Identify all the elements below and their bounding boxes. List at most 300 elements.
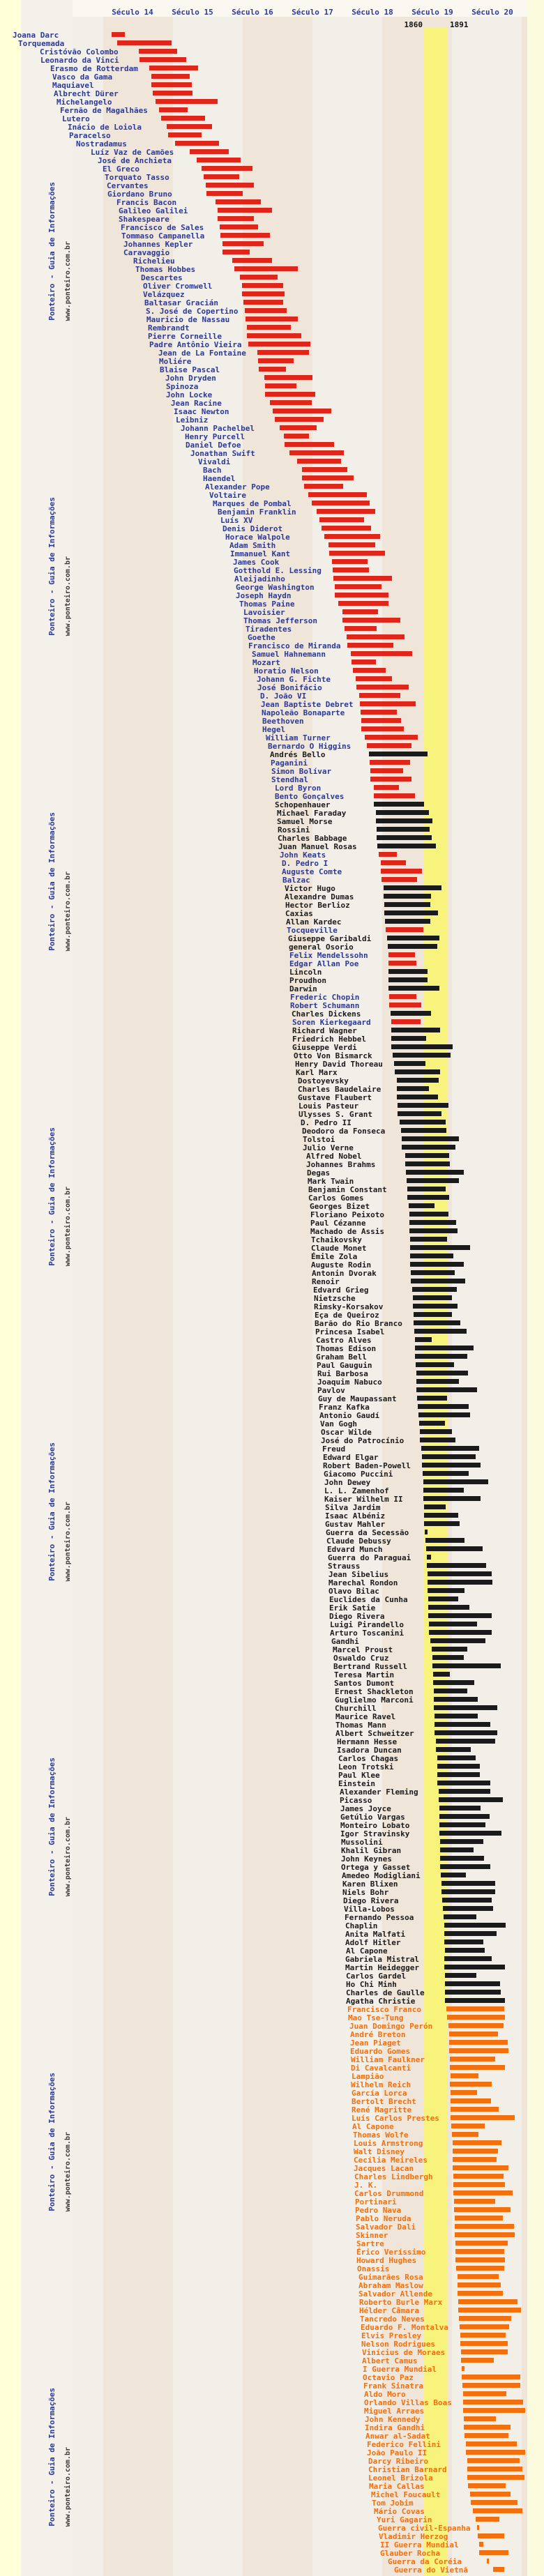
person-name[interactable]: Bertrand Russell — [333, 1662, 407, 1671]
person-name[interactable]: Gabriela Mistral — [345, 1955, 419, 1964]
person-name[interactable]: Andrés Bello — [270, 750, 326, 759]
person-name[interactable]: Guerra da Secessão — [326, 1528, 409, 1537]
person-name[interactable]: William Turner — [266, 733, 331, 742]
person-name[interactable]: Pierre Corneille — [148, 332, 222, 341]
person-name[interactable]: Giacomo Puccini — [324, 1470, 393, 1479]
person-name[interactable]: Isaac Albéniz — [325, 1511, 386, 1521]
person-name[interactable]: René Magritte — [352, 2105, 412, 2114]
person-name[interactable]: Eça de Queiroz — [315, 1311, 379, 1320]
person-name[interactable]: Paul Klee — [338, 1771, 380, 1780]
person-name[interactable]: Friedrich Hebbel — [292, 1035, 366, 1044]
person-name[interactable]: Miguel Arraes — [364, 2407, 425, 2416]
person-name[interactable]: Strauss — [328, 1562, 361, 1571]
person-name[interactable]: Benjamin Constant — [308, 1185, 387, 1194]
person-name[interactable]: Thomas Mann — [335, 1721, 386, 1730]
person-name[interactable]: Elvis Presley — [361, 2331, 422, 2340]
person-name[interactable]: Hermann Hesse — [337, 1737, 398, 1746]
person-name[interactable]: John Kennedy — [365, 2415, 421, 2424]
person-name[interactable]: John Dewey — [324, 1478, 371, 1487]
person-name[interactable]: Mozart — [252, 658, 280, 667]
person-name[interactable]: Di Cavalcanti — [351, 2064, 411, 2073]
person-name[interactable]: Olavo Bilac — [328, 1587, 379, 1596]
person-name[interactable]: Hegel — [262, 725, 286, 734]
person-name[interactable]: Goethe — [248, 633, 275, 642]
person-name[interactable]: Charles Babbage — [278, 834, 347, 843]
person-name[interactable]: Immanuel Kant — [230, 549, 291, 558]
person-name[interactable]: Tom Jobim — [372, 2499, 414, 2508]
person-name[interactable]: Francisco de Miranda — [248, 641, 341, 650]
person-name[interactable]: Deodoro da Fonseca — [302, 1127, 386, 1136]
person-name[interactable]: Julio Verne — [303, 1143, 354, 1152]
person-name[interactable]: Jonathan Swift — [190, 449, 255, 458]
person-name[interactable]: Jean Baptiste Debret — [261, 700, 354, 709]
person-name[interactable]: Oliver Cromwell — [143, 282, 213, 291]
person-name[interactable]: Spinoza — [166, 382, 199, 391]
person-name[interactable]: Johannes Kepler — [123, 240, 193, 249]
person-name[interactable]: Michael Faraday — [277, 809, 347, 818]
person-name[interactable]: Einstein — [338, 1779, 375, 1788]
person-name[interactable]: Louis Armstrong — [354, 2139, 423, 2148]
person-name[interactable]: Eduardo Gomes — [350, 2047, 411, 2056]
person-name[interactable]: J. K. — [354, 2181, 378, 2190]
person-name[interactable]: Salvador Allende — [358, 2289, 432, 2299]
person-name[interactable]: Renoir — [312, 1277, 340, 1286]
person-name[interactable]: Michelangelo — [56, 98, 112, 107]
person-name[interactable]: Luís XV — [220, 516, 253, 525]
person-name[interactable]: Agatha Christie — [346, 1997, 416, 2006]
person-name[interactable]: Picasso — [340, 1796, 372, 1805]
person-name[interactable]: Floriano Peixoto — [310, 1210, 384, 1219]
person-name[interactable]: Marechal Rondon — [328, 1578, 398, 1587]
person-name[interactable]: Giuseppe Garibaldi — [288, 934, 372, 943]
person-name[interactable]: Inácio de Loiola — [68, 123, 142, 132]
person-name[interactable]: Isaac Newton — [174, 407, 229, 416]
person-name[interactable]: Franz Kafka — [319, 1403, 370, 1412]
person-name[interactable]: Claude Debussy — [326, 1537, 391, 1546]
person-name[interactable]: Christian Barnard — [368, 2465, 447, 2474]
person-name[interactable]: Guerra da Coréia — [388, 2557, 462, 2566]
person-name[interactable]: Churchill — [335, 1704, 377, 1713]
person-name[interactable]: Edvard Grieg — [313, 1286, 369, 1295]
person-name[interactable]: Rembrandt — [148, 323, 190, 333]
person-name[interactable]: Indira Gandhi — [365, 2423, 425, 2432]
person-name[interactable]: Joana Darc — [13, 31, 59, 40]
person-name[interactable]: Jean Sibelius — [328, 1570, 389, 1579]
person-name[interactable]: D. João VI — [260, 692, 307, 701]
person-name[interactable]: Abraham Maslow — [358, 2281, 423, 2290]
person-name[interactable]: Blaise Pascal — [160, 365, 220, 374]
person-name[interactable]: Skinner — [356, 2231, 388, 2240]
person-name[interactable]: Oswaldo Cruz — [333, 1654, 389, 1663]
person-name[interactable]: Edvard Munch — [327, 1545, 383, 1554]
person-name[interactable]: Hector Berlioz — [285, 901, 350, 910]
person-name[interactable]: Arturo Toscanini — [330, 1629, 404, 1638]
person-name[interactable]: Antonio Gaudí — [319, 1411, 380, 1420]
person-name[interactable]: Robert Schumann — [290, 1001, 360, 1010]
person-name[interactable]: Baltasar Gracián — [144, 298, 218, 307]
person-name[interactable]: Jean de La Fontaine — [158, 349, 246, 358]
person-name[interactable]: Amedeo Modigliani — [342, 1871, 421, 1880]
person-name[interactable]: Richard Wagner — [292, 1026, 357, 1035]
person-name[interactable]: Darcy Ribeiro — [368, 2457, 429, 2466]
person-name[interactable]: Roberto Burle Marx — [359, 2298, 443, 2307]
person-name[interactable]: Gustav Mahler — [325, 1520, 386, 1529]
person-name[interactable]: Onassis — [357, 2264, 390, 2273]
person-name[interactable]: Erasmo de Rotterdam — [50, 64, 138, 73]
person-name[interactable]: Alexander Pope — [205, 482, 270, 491]
person-name[interactable]: Leibniz — [176, 416, 209, 425]
person-name[interactable]: André Breton — [350, 2030, 406, 2039]
person-name[interactable]: Cecília Meireles — [354, 2156, 428, 2165]
person-name[interactable]: Monteiro Lobato — [340, 1821, 410, 1830]
person-name[interactable]: Thomas Paine — [239, 600, 295, 609]
person-name[interactable]: Karen Blixen — [342, 1880, 398, 1889]
person-name[interactable]: Luíz Vaz de Camões — [91, 148, 174, 157]
person-name[interactable]: Claude Monet — [311, 1244, 367, 1253]
person-name[interactable]: Nelson Rodrigues — [361, 2340, 435, 2349]
person-name[interactable]: Carlos Gardel — [346, 1972, 407, 1981]
person-name[interactable]: Charles Baudelaire — [298, 1085, 381, 1094]
person-name[interactable]: Barão do Rio Branco — [315, 1319, 402, 1328]
person-name[interactable]: Horatio Nelson — [254, 666, 319, 676]
person-name[interactable]: Tiradentes — [245, 625, 292, 634]
person-name[interactable]: Torquato Tasso — [105, 173, 169, 182]
person-name[interactable]: Erik Satie — [329, 1603, 376, 1613]
person-name[interactable]: Vivaldi — [198, 457, 231, 466]
person-name[interactable]: Richelieu — [133, 257, 175, 266]
person-name[interactable]: Juan Manuel Rosas — [278, 842, 357, 851]
person-name[interactable]: John Keynes — [341, 1854, 392, 1864]
person-name[interactable]: Dostoyevsky — [298, 1076, 349, 1085]
person-name[interactable]: Thomas Hobbes — [135, 265, 196, 274]
person-name[interactable]: I Guerra Mundial — [363, 2365, 437, 2374]
person-name[interactable]: Descartes — [141, 273, 183, 282]
person-name[interactable]: Eduardo F. Montalva — [361, 2323, 448, 2332]
person-name[interactable]: Tchaikovsky — [311, 1235, 362, 1244]
person-name[interactable]: Torquemada — [18, 39, 65, 48]
person-name[interactable]: Joseph Haydn — [236, 591, 292, 600]
person-name[interactable]: Diego Rivera — [343, 1896, 399, 1905]
person-name[interactable]: Bertolt Brecht — [352, 2097, 416, 2106]
person-name[interactable]: Hélder Câmara — [359, 2306, 420, 2315]
person-name[interactable]: Bento Gonçalves — [275, 792, 345, 801]
person-name[interactable]: Orlando Villas Boas — [364, 2398, 452, 2407]
person-name[interactable]: Frank Sinatra — [363, 2381, 424, 2391]
person-name[interactable]: Auguste Comte — [282, 867, 342, 876]
person-name[interactable]: Sartre — [356, 2239, 384, 2248]
person-name[interactable]: Vladimir Herzog — [379, 2532, 448, 2541]
person-name[interactable]: Benjamin Franklin — [218, 508, 296, 517]
person-name[interactable]: D. Pedro I — [282, 859, 328, 868]
person-name[interactable]: Caravaggio — [123, 248, 170, 257]
person-name[interactable]: Shakespeare — [119, 215, 169, 224]
person-name[interactable]: Yuri Gagarin — [377, 2515, 432, 2524]
person-name[interactable]: Igor Stravinsky — [340, 1829, 410, 1838]
person-name[interactable]: Luís Carlos Prestes — [352, 2114, 439, 2123]
person-name[interactable]: Galileo Galilei — [119, 206, 188, 215]
person-name[interactable]: Vasco da Gama — [52, 73, 113, 82]
person-name[interactable]: José Bonifácio — [257, 683, 322, 692]
person-name[interactable]: Edgar Allan Poe — [289, 959, 359, 968]
person-name[interactable]: Carlos Gomes — [308, 1194, 364, 1203]
person-name[interactable]: Teresa Martin — [334, 1670, 395, 1679]
person-name[interactable]: Wilhelm Reich — [351, 2080, 411, 2089]
person-name[interactable]: Ho Chi Minh — [346, 1980, 397, 1989]
person-name[interactable]: Mário Covas — [374, 2507, 425, 2516]
person-name[interactable]: Henry David Thoreau — [295, 1060, 383, 1069]
person-name[interactable]: Paracelso — [69, 131, 111, 140]
person-name[interactable]: Haendel — [203, 474, 236, 483]
person-name[interactable]: Pedro Nava — [355, 2206, 402, 2215]
person-name[interactable]: Robert Baden-Powell — [323, 1461, 411, 1470]
person-name[interactable]: Degas — [307, 1168, 331, 1178]
person-name[interactable]: Karl Marx — [296, 1068, 338, 1077]
person-name[interactable]: Stendhal — [271, 775, 308, 784]
person-name[interactable]: Ernest Shackleton — [335, 1687, 414, 1696]
person-name[interactable]: Napoleão Bonaparte — [262, 708, 345, 717]
person-name[interactable]: Fernão de Magalhães — [60, 106, 148, 115]
person-name[interactable]: Carlos Chagas — [338, 1754, 399, 1763]
person-name[interactable]: Villa-Lobos — [344, 1905, 395, 1914]
person-name[interactable]: Isadora Duncan — [337, 1746, 402, 1755]
person-name[interactable]: John Keats — [280, 851, 326, 860]
person-name[interactable]: Martin Heidegger — [345, 1963, 419, 1972]
person-name[interactable]: Padre Antônio Vieira — [149, 340, 242, 349]
person-name[interactable]: George Washington — [236, 583, 315, 592]
person-name[interactable]: Federico Fellini — [367, 2440, 441, 2449]
person-name[interactable]: Victor Hugo — [285, 884, 335, 893]
person-name[interactable]: Voltaire — [209, 491, 246, 500]
person-name[interactable]: Thomas Jefferson — [243, 616, 317, 625]
person-name[interactable]: Walt Disney — [354, 2147, 405, 2156]
person-name[interactable]: Gotthold E. Lessing — [234, 566, 322, 575]
person-name[interactable]: Portinari — [355, 2197, 397, 2207]
person-name[interactable]: Marques de Pombal — [213, 499, 292, 508]
person-name[interactable]: Salvador Dali — [356, 2223, 416, 2232]
person-name[interactable]: Proudhon — [289, 976, 326, 985]
person-name[interactable]: Freud — [322, 1445, 346, 1454]
person-name[interactable]: Nostradamus — [76, 139, 127, 148]
person-name[interactable]: Paul Cézanne — [310, 1219, 366, 1228]
person-name[interactable]: Tommaso Campanella — [121, 231, 205, 241]
person-name[interactable]: Balzac — [282, 876, 310, 885]
person-name[interactable]: Pablo Neruda — [356, 2214, 411, 2223]
person-name[interactable]: Mauricio de Nassau — [146, 315, 230, 324]
person-name[interactable]: Gustave Flaubert — [298, 1093, 372, 1102]
person-name[interactable]: Albrecht Dürer — [54, 89, 119, 98]
person-name[interactable]: João Paulo II — [367, 2448, 428, 2457]
person-name[interactable]: Leon Trotski — [338, 1762, 394, 1771]
person-name[interactable]: Auguste Rodin — [311, 1260, 372, 1270]
person-name[interactable]: Cristóvão Colombo — [40, 47, 119, 56]
person-name[interactable]: Denis Diderot — [222, 524, 283, 533]
person-name[interactable]: Johann Pachelbel — [181, 424, 255, 433]
person-name[interactable]: Lampião — [352, 2072, 384, 2081]
person-name[interactable]: Pavlov — [317, 1386, 345, 1395]
person-name[interactable]: Octavio Paz — [363, 2373, 414, 2382]
person-name[interactable]: Guerra civil-Espanha — [378, 2524, 471, 2533]
person-name[interactable]: Maurice Ravel — [335, 1712, 396, 1721]
person-name[interactable]: general Osorio — [289, 943, 354, 952]
person-name[interactable]: Oscar Wilde — [321, 1428, 372, 1437]
person-name[interactable]: Charles Dickens — [292, 1009, 361, 1019]
person-name[interactable]: Anita Malfati — [345, 1930, 406, 1939]
person-name[interactable]: Soren Kierkegaard — [292, 1018, 371, 1027]
person-name[interactable]: Thomas Edison — [316, 1344, 377, 1353]
person-name[interactable]: Castro Alves — [316, 1336, 372, 1345]
person-name[interactable]: Antonin Dvorak — [312, 1269, 377, 1278]
person-name[interactable]: Joaquim Nabuco — [317, 1378, 382, 1387]
person-name[interactable]: Michel Foucault — [371, 2490, 441, 2499]
person-name[interactable]: Silva Jardim — [325, 1503, 381, 1512]
person-name[interactable]: Nietzsche — [314, 1294, 356, 1303]
person-name[interactable]: Paul Gauguin — [317, 1361, 372, 1370]
person-name[interactable]: Caxias — [285, 909, 313, 918]
person-name[interactable]: Khalil Gibran — [341, 1846, 402, 1855]
person-name[interactable]: Carlos Drummond — [354, 2189, 424, 2198]
person-name[interactable]: Jacques Lacan — [354, 2164, 414, 2173]
person-name[interactable]: Samuel Morse — [277, 817, 333, 826]
person-name[interactable]: Simon Bolívar — [271, 767, 332, 776]
person-name[interactable]: Samuel Hahnemann — [252, 650, 326, 659]
person-name[interactable]: D. Pedro II — [301, 1118, 352, 1127]
person-name[interactable]: Niels Bohr — [342, 1888, 389, 1897]
person-name[interactable]: Lincoln — [289, 968, 322, 977]
person-name[interactable]: Tocqueville — [287, 926, 338, 935]
person-name[interactable]: Velázquez — [143, 290, 185, 299]
person-name[interactable]: Albert Camus — [362, 2356, 418, 2365]
person-name[interactable]: Mark Twain — [308, 1177, 354, 1186]
person-name[interactable]: Otto Von Bismarck — [294, 1051, 372, 1060]
person-name[interactable]: Rui Barbosa — [317, 1369, 368, 1378]
person-name[interactable]: Charles Lindbergh — [354, 2172, 433, 2181]
person-name[interactable]: L. L. Zamenhof — [324, 1486, 389, 1495]
person-name[interactable]: S. José de Copertino — [146, 307, 239, 316]
person-name[interactable]: John Dryden — [165, 374, 216, 383]
person-name[interactable]: Anwar al-Sadat — [365, 2432, 430, 2441]
person-name[interactable]: Schopenhauer — [275, 800, 331, 809]
person-name[interactable]: Darwin — [289, 984, 317, 993]
person-name[interactable]: Guerra do Paraguai — [328, 1553, 411, 1562]
person-name[interactable]: Alexander Fleming — [340, 1788, 418, 1797]
person-name[interactable]: Henry Purcell — [185, 432, 245, 441]
person-name[interactable]: Al Capone — [346, 1946, 388, 1956]
person-name[interactable]: Charles de Gaulle — [346, 1988, 425, 1997]
person-name[interactable]: Machado de Assis — [310, 1227, 384, 1236]
person-name[interactable]: Giordano Bruno — [107, 190, 172, 199]
person-name[interactable]: Princesa Isabel — [315, 1327, 385, 1336]
person-name[interactable]: Ulysses S. Grant — [299, 1110, 372, 1119]
person-name[interactable]: James Cook — [233, 558, 280, 567]
person-name[interactable]: Frederic Chopin — [290, 993, 360, 1002]
person-name[interactable]: Beethoven — [262, 717, 304, 726]
person-name[interactable]: Gandhi — [331, 1637, 359, 1646]
person-name[interactable]: Maria Callas — [369, 2482, 425, 2491]
person-name[interactable]: Vinícius de Moraes — [362, 2348, 446, 2357]
person-name[interactable]: Lutero — [62, 114, 90, 123]
person-name[interactable]: Émile Zola — [311, 1252, 358, 1261]
person-name[interactable]: Tancredo Neves — [360, 2315, 425, 2324]
person-name[interactable]: John Locke — [166, 390, 213, 399]
person-name[interactable]: Aldo Moro — [364, 2390, 406, 2399]
person-name[interactable]: Edward Elgar — [323, 1453, 379, 1462]
person-name[interactable]: Jean Piaget — [350, 2038, 401, 2048]
person-name[interactable]: Guy de Maupassant — [318, 1394, 397, 1403]
person-name[interactable]: Georges Bizet — [310, 1202, 370, 1211]
person-name[interactable]: José de Anchieta — [98, 156, 172, 165]
person-name[interactable]: Louis Pasteur — [299, 1102, 359, 1111]
person-name[interactable]: Fernando Pessoa — [345, 1913, 414, 1922]
person-name[interactable]: Francisco de Sales — [121, 223, 204, 232]
person-name[interactable]: Cervantes — [107, 181, 149, 190]
person-name[interactable]: Howard Hughes — [356, 2256, 417, 2265]
person-name[interactable]: Tolstoi — [303, 1135, 335, 1144]
person-name[interactable]: Moliére — [159, 357, 192, 366]
person-name[interactable]: El Greco — [103, 165, 139, 174]
person-name[interactable]: Guimarães Rosa — [358, 2273, 423, 2282]
person-name[interactable]: Diego Rivera — [329, 1612, 385, 1621]
person-name[interactable]: Rimsky-Korsakov — [314, 1302, 384, 1311]
person-name[interactable]: Paganini — [271, 759, 308, 768]
person-name[interactable]: Felix Mendelssohn — [289, 951, 368, 960]
person-name[interactable]: Santos Dumont — [334, 1679, 395, 1688]
person-name[interactable]: Ortega y Gasset — [341, 1863, 411, 1872]
person-name[interactable]: Maquiavel — [52, 81, 94, 90]
person-name[interactable]: Jean Racine — [171, 399, 222, 408]
person-name[interactable]: Glauber Rocha — [380, 2549, 441, 2558]
person-name[interactable]: Al Capone — [352, 2122, 394, 2131]
person-name[interactable]: García Lorca — [352, 2089, 407, 2098]
person-name[interactable]: Lavoisier — [243, 608, 285, 617]
person-name[interactable]: Graham Bell — [316, 1352, 367, 1362]
person-name[interactable]: Rossini — [278, 825, 310, 834]
person-name[interactable]: Bach — [203, 466, 222, 475]
person-name[interactable]: Kaiser Wilhelm II — [324, 1495, 403, 1504]
person-name[interactable]: Chaplin — [345, 1921, 378, 1930]
person-name[interactable]: Juan Domingo Perón — [349, 2022, 433, 2031]
person-name[interactable]: Leonel Brizola — [368, 2474, 433, 2483]
person-name[interactable]: William Faulkner — [351, 2055, 425, 2064]
person-name[interactable]: Johann G. Fichte — [257, 675, 331, 684]
person-name[interactable]: II Guerra Mundial — [380, 2540, 459, 2550]
person-name[interactable]: Albert Schweitzer — [335, 1729, 414, 1738]
person-name[interactable]: Luigi Pirandello — [330, 1620, 404, 1629]
person-name[interactable]: Alfred Nobel — [306, 1152, 362, 1161]
person-name[interactable]: Johannes Brahms — [306, 1160, 376, 1169]
person-name[interactable]: Érico Veríssimo — [356, 2248, 426, 2257]
person-name[interactable]: Getúlio Vargas — [340, 1813, 405, 1822]
person-name[interactable]: Van Gogh — [320, 1419, 357, 1428]
person-name[interactable]: Marcel Proust — [333, 1645, 393, 1654]
person-name[interactable]: Lord Byron — [275, 784, 322, 793]
person-name[interactable]: Leonardo da Vinci — [40, 56, 119, 65]
person-name[interactable]: Euclides da Cunha — [329, 1595, 408, 1604]
person-name[interactable]: Thomas Wolfe — [353, 2131, 409, 2140]
person-name[interactable]: James Joyce — [340, 1804, 391, 1813]
person-name[interactable]: Francisco Franco — [347, 2005, 421, 2014]
person-name[interactable]: Guerra do Vietnã — [394, 2566, 468, 2575]
person-name[interactable]: Aleijadinho — [234, 574, 285, 584]
person-name[interactable]: Daniel Defoe — [186, 441, 241, 450]
person-name[interactable]: Adam Smith — [229, 541, 276, 550]
person-name[interactable]: Mao Tse-Tung — [348, 2013, 404, 2022]
person-name[interactable]: Adolf Hitler — [345, 1938, 401, 1947]
person-name[interactable]: Allan Kardec — [286, 917, 342, 927]
person-name[interactable]: Giuseppe Verdi — [292, 1043, 357, 1052]
person-name[interactable]: Guglielmo Marconi — [335, 1695, 414, 1705]
person-name[interactable]: Francis Bacon — [116, 198, 177, 207]
person-name[interactable]: Alexandre Dumas — [285, 892, 354, 901]
